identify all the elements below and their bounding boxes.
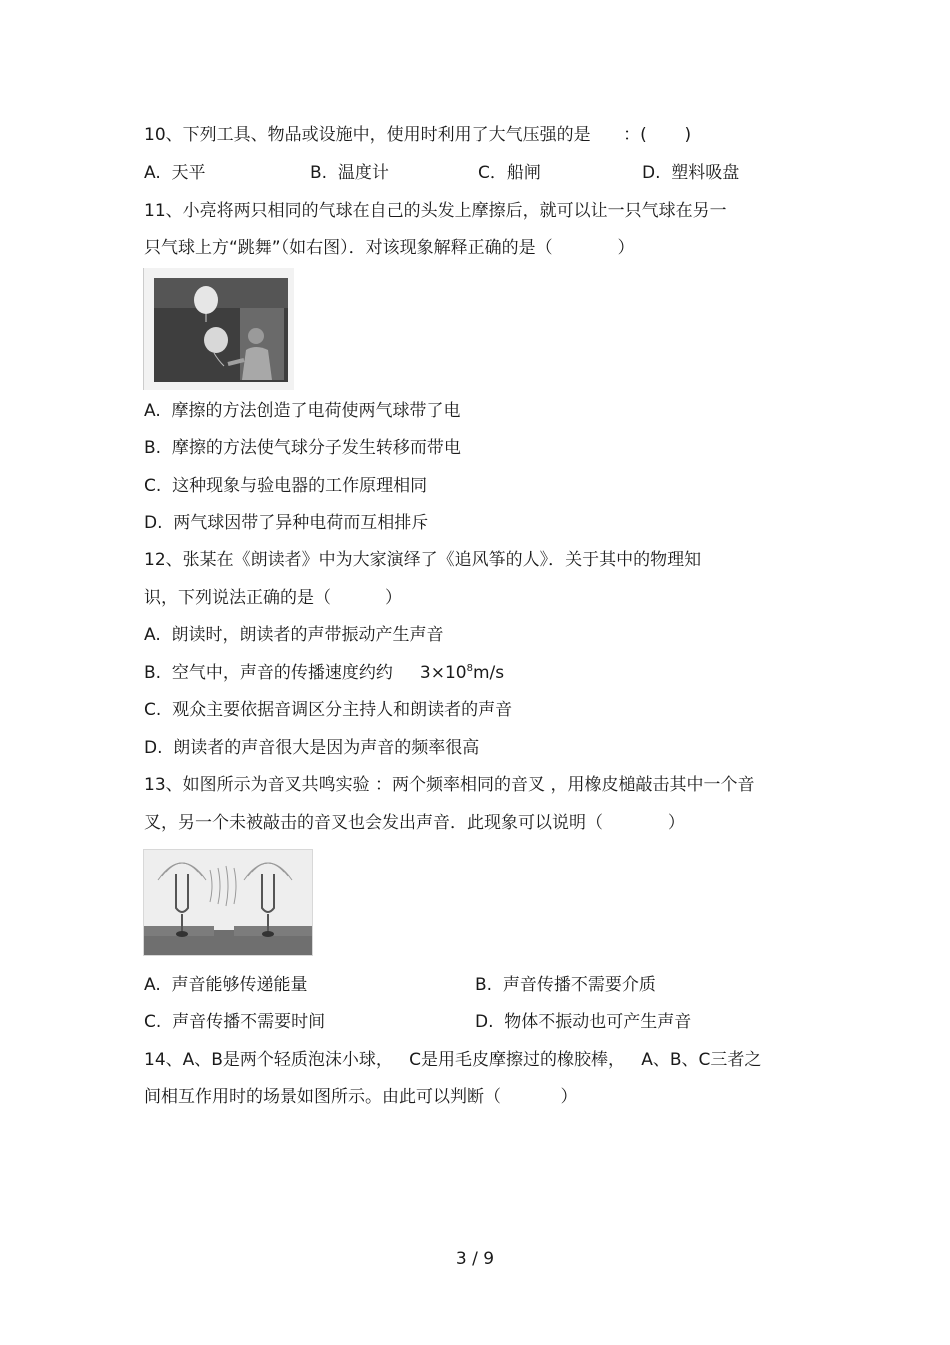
q13-stem-line1: 13、如图所示为音叉共鸣实验 ：两个频率相同的音叉 ，用橡皮槌敲击其中一个音 [144, 775, 755, 795]
q13-option-c: C. 声音传播不需要时间 [144, 1012, 326, 1032]
tuning-fork-drawing [144, 850, 312, 955]
q12-option-b-exponent: 8 [466, 663, 473, 674]
q14-stem-line2: 间相互作用时的场景如图所示。由此可以判断（ ） [144, 1087, 578, 1107]
q11-stem-line2: 只气球上方“跳舞”（如右图）．对该现象解释正确的是（ ） [144, 238, 635, 258]
q10-option-a: A. 天平 [144, 163, 206, 183]
q11-option-c: C. 这种现象与验电器的工作原理相同 [144, 476, 428, 496]
q11-stem-line1: 11、小亮将两只相同的气球在自己的头发上摩擦后，就可以让一只气球在另一 [144, 201, 727, 221]
page-number: 3 / 9 [455, 1249, 495, 1269]
q10-option-d: D. 塑料吸盘 [642, 163, 740, 183]
q12-option-b-number: 3×10 [419, 663, 467, 683]
q10-stem-line [144, 124, 691, 146]
q11-option-d: D. 两气球因带了异种电荷而互相排斥 [144, 513, 429, 533]
q12-option-d: D. 朗读者的声音很大是因为声音的频率很高 [144, 738, 480, 758]
q10-stem: 10、下列工具、物品或设施中，使用时利用了大气压强的是 [144, 125, 591, 145]
q12-option-a: A. 朗读时，朗读者的声带振动产生声音 [144, 625, 444, 645]
q12-option-b-text: B. 空气中，声音的传播速度约约 [144, 663, 393, 683]
q11-option-a: A. 摩擦的方法创造了电荷使两气球带了电 [144, 401, 461, 421]
q14-stem-line1: 14、A、B是两个轻质泡沫小球， C是用毛皮摩擦过的橡胶棒， A、B、C三者之 [144, 1050, 762, 1070]
q13-option-d: D. 物体不振动也可产生声音 [475, 1012, 692, 1032]
q13-option-a: A. 声音能够传递能量 [144, 975, 308, 995]
q12-stem-line2: 识，下列说法正确的是（ ） [144, 588, 403, 608]
balloon-photo-drawing [144, 268, 294, 390]
q10-bracket: ：( ) [623, 125, 692, 145]
q12-option-c: C. 观众主要依据音调区分主持人和朗读者的声音 [144, 700, 513, 720]
q13-option-b: B. 声音传播不需要介质 [475, 975, 656, 995]
q12-stem-line1: 12、张某在《朗读者》中为大家演绎了《追风筝的人》．关于其中的物理知 [144, 550, 702, 570]
q12-option-b-unit: m/s [472, 663, 505, 683]
q11-option-b: B. 摩擦的方法使气球分子发生转移而带电 [144, 438, 461, 458]
q13-stem-line2: 叉，另一个未被敲击的音叉也会发出声音．此现象可以说明（ ） [144, 813, 685, 833]
q10-option-c: C．船闸 [478, 163, 541, 183]
tuning-fork-photo [143, 849, 313, 956]
q12-option-b [144, 662, 504, 684]
q10-option-b: B. 温度计 [310, 163, 389, 183]
balloon-photo [143, 268, 294, 390]
